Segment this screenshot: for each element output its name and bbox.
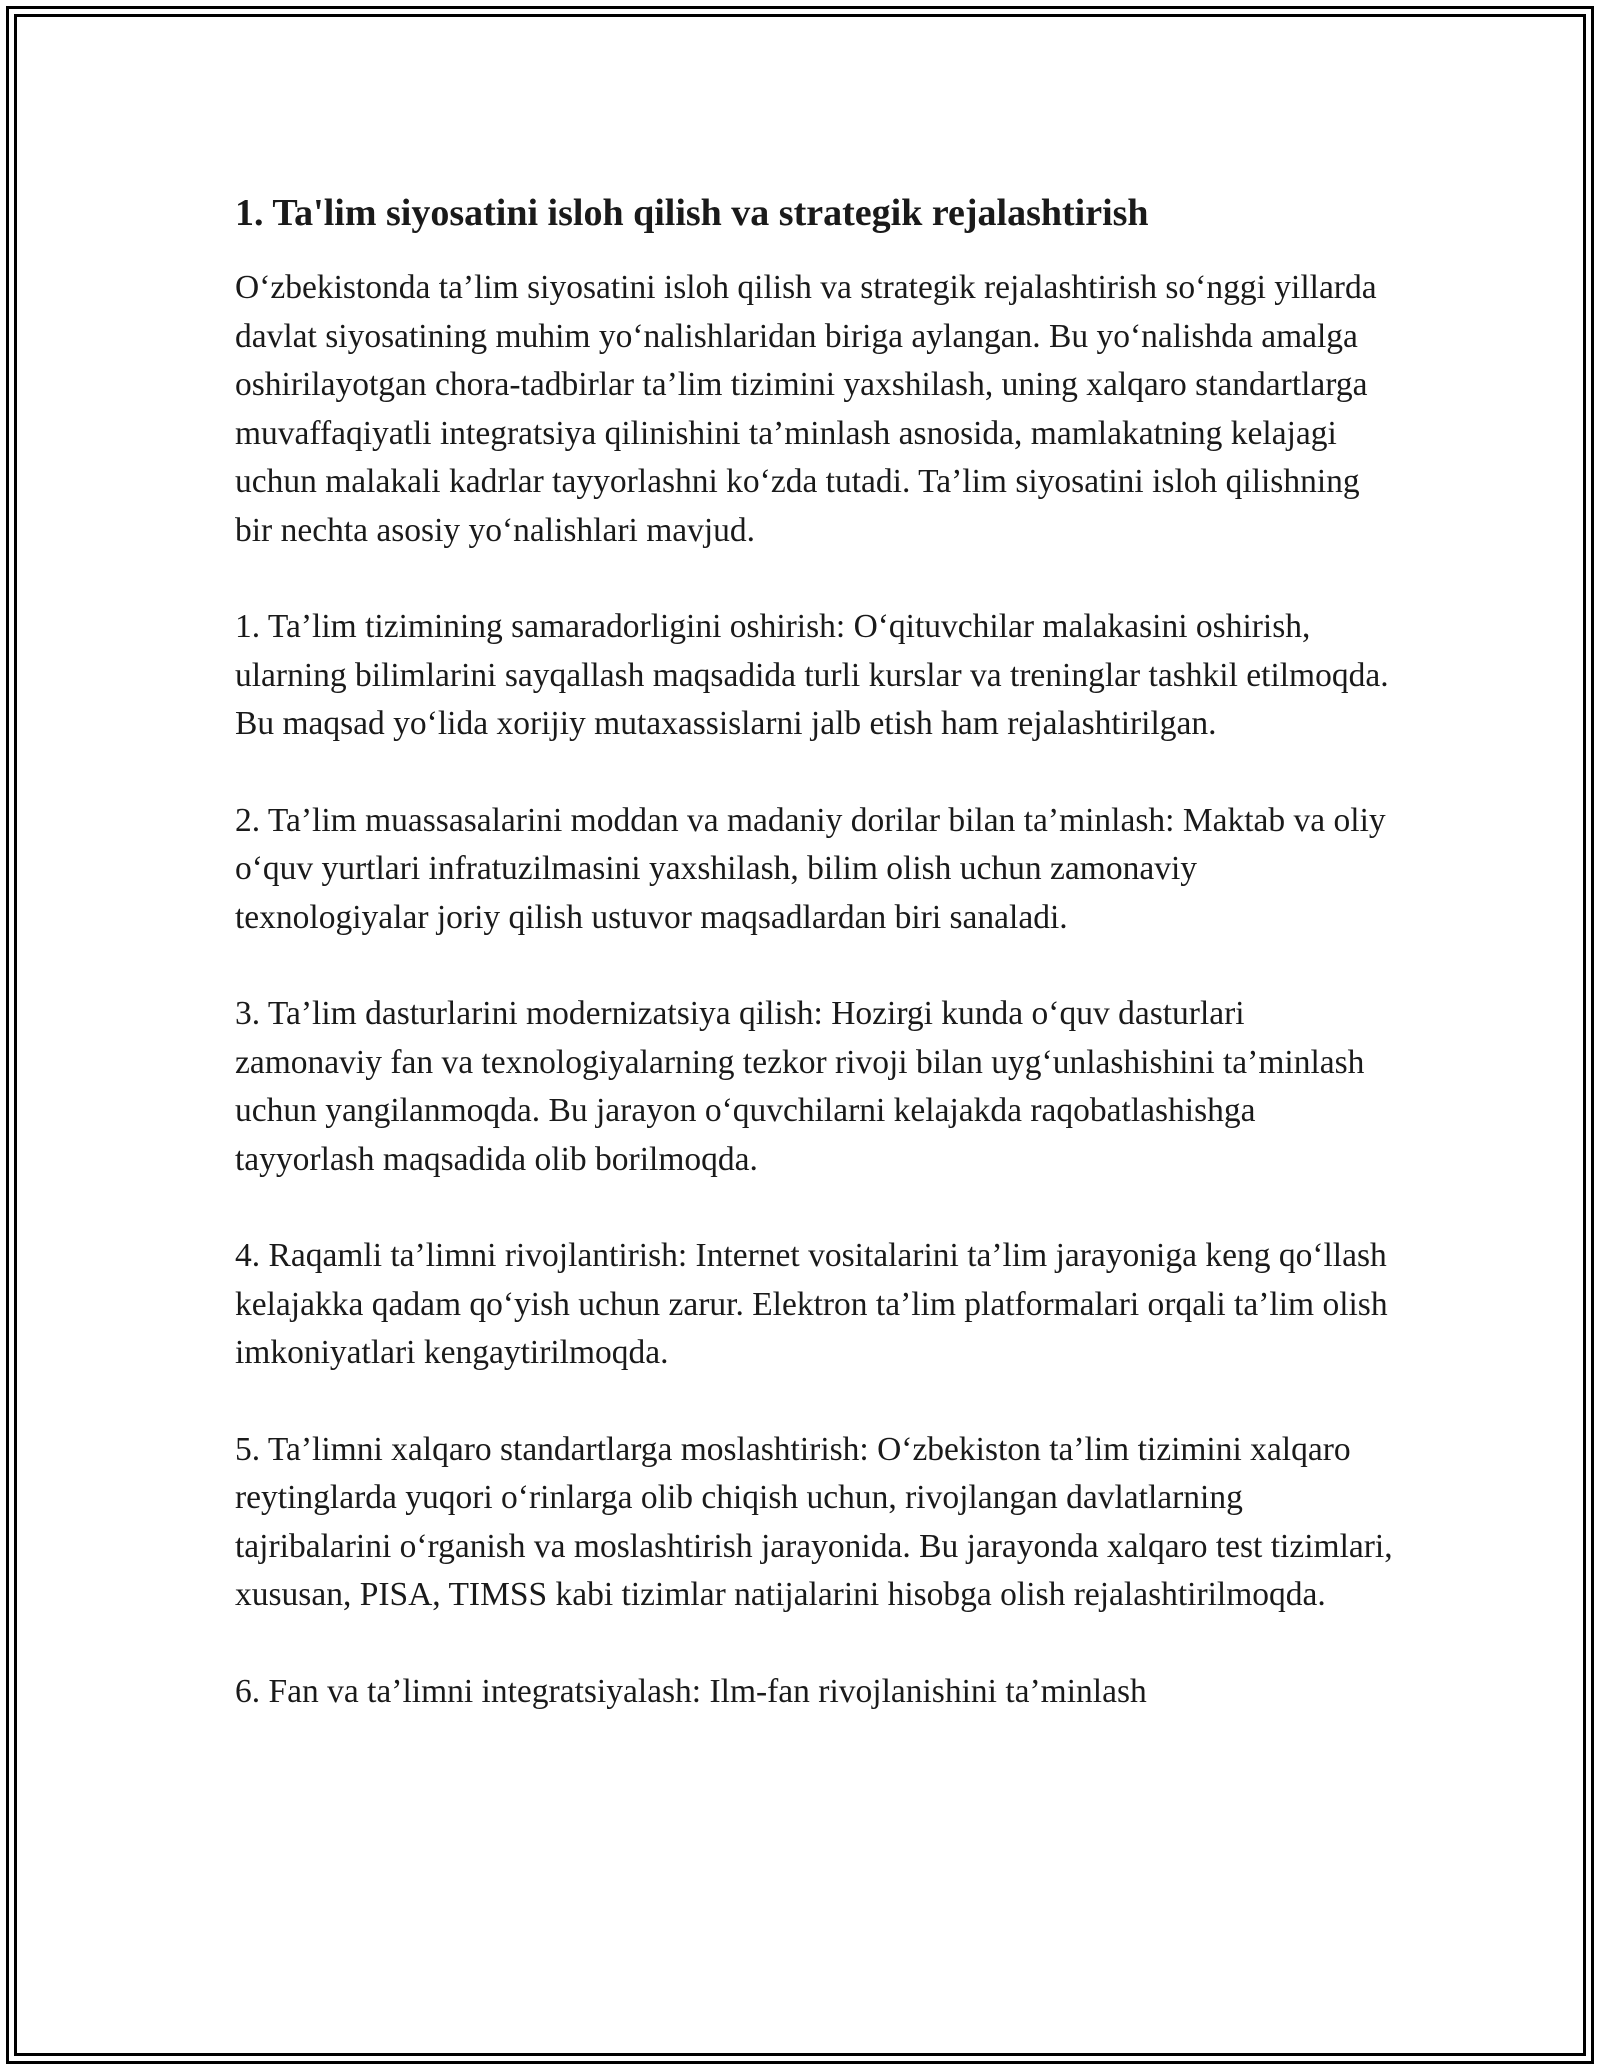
document-body <box>235 186 1395 1764</box>
list-item-5-paragraph: 5. Ta’limni xalqaro standartlarga moslashtirish: O‘zbekiston ta’lim tizimini xalqaro reytinglarda yuqori o‘rinlarga olib chiqish uchun, rivojlangan davlatlarning tajribalarini o‘rganish va moslashtirish jarayonida. Bu jarayonda xalqaro test tizimlari, xususan, PISA, TIMSS kabi tizimlar natijalarini hisobga olish rejalashtirilmoqda. <box>235 1430 1393 1613</box>
section-heading: 1. Ta'lim siyosatini isloh qilish va strategik rejalashtirish <box>235 192 1149 234</box>
list-item-1-paragraph: 1. Ta’lim tizimining samaradorligini oshirish: O‘qituvchilar malakasini oshirish, ularning bilimlarini sayqallash maqsadida turli kurslar va treninglar tashkil etilmoqda. Bu maqsad yo‘lida xorijiy mutaxassislarni jalb etish ham rejalashtirilgan. <box>235 608 1389 742</box>
list-item-4-paragraph: 4. Raqamli ta’limni rivojlantirish: Internet vositalarini ta’lim jarayoniga keng qo‘llash kelajakka qadam qo‘yish uchun zarur. Elektron ta’lim platformalari orqali ta’lim olish imkoniyatlari kengaytirilmoqda. <box>235 1237 1388 1371</box>
list-item-2-paragraph: 2. Ta’lim muassasalarini moddan va madaniy dorilar bilan ta’minlash: Maktab va oliy o‘quv yurtlari infratuzilmasini yaxshilash, bilim olish uchun zamonaviy texnologiyalar joriy qilish ustuvor maqsadlardan biri sanaladi. <box>235 801 1386 936</box>
list-item-6-paragraph: 6. Fan va ta’limni integratsiyalash: Ilm-fan rivojlanishini ta’minlash <box>235 1672 1147 1710</box>
list-item-3-paragraph: 3. Ta’lim dasturlarini modernizatsiya qilish: Hozirgi kunda o‘quv dasturlari zamonaviy fan va texnologiyalarning tezkor rivoji bilan uyg‘unlashishini ta’minlash uchun yangilanmoqda. Bu jarayon o‘quvchilarni kelajakda raqobatlashishga tayyorlash maqsadida olib borilmoqda. <box>235 995 1365 1178</box>
intro-paragraph: O‘zbekistonda ta’lim siyosatini isloh qilish va strategik rejalashtirish so‘nggi yillarda davlat siyosatining muhim yo‘nalishlaridan biriga aylangan. Bu yo‘nalishda amalga oshirilayotgan chora-tadbirlar ta’lim tizimini yaxshilash, uning xalqaro standartlarga muvaffaqiyatli integratsiya qilinishini ta’minlash asnosida, mamlakatning kelajagi uchun malakali kadrlar tayyorlashni ko‘zda tutadi. Ta’lim siyosatini isloh qilishning bir nechta asosiy yo‘nalishlari mavjud. <box>235 269 1377 549</box>
